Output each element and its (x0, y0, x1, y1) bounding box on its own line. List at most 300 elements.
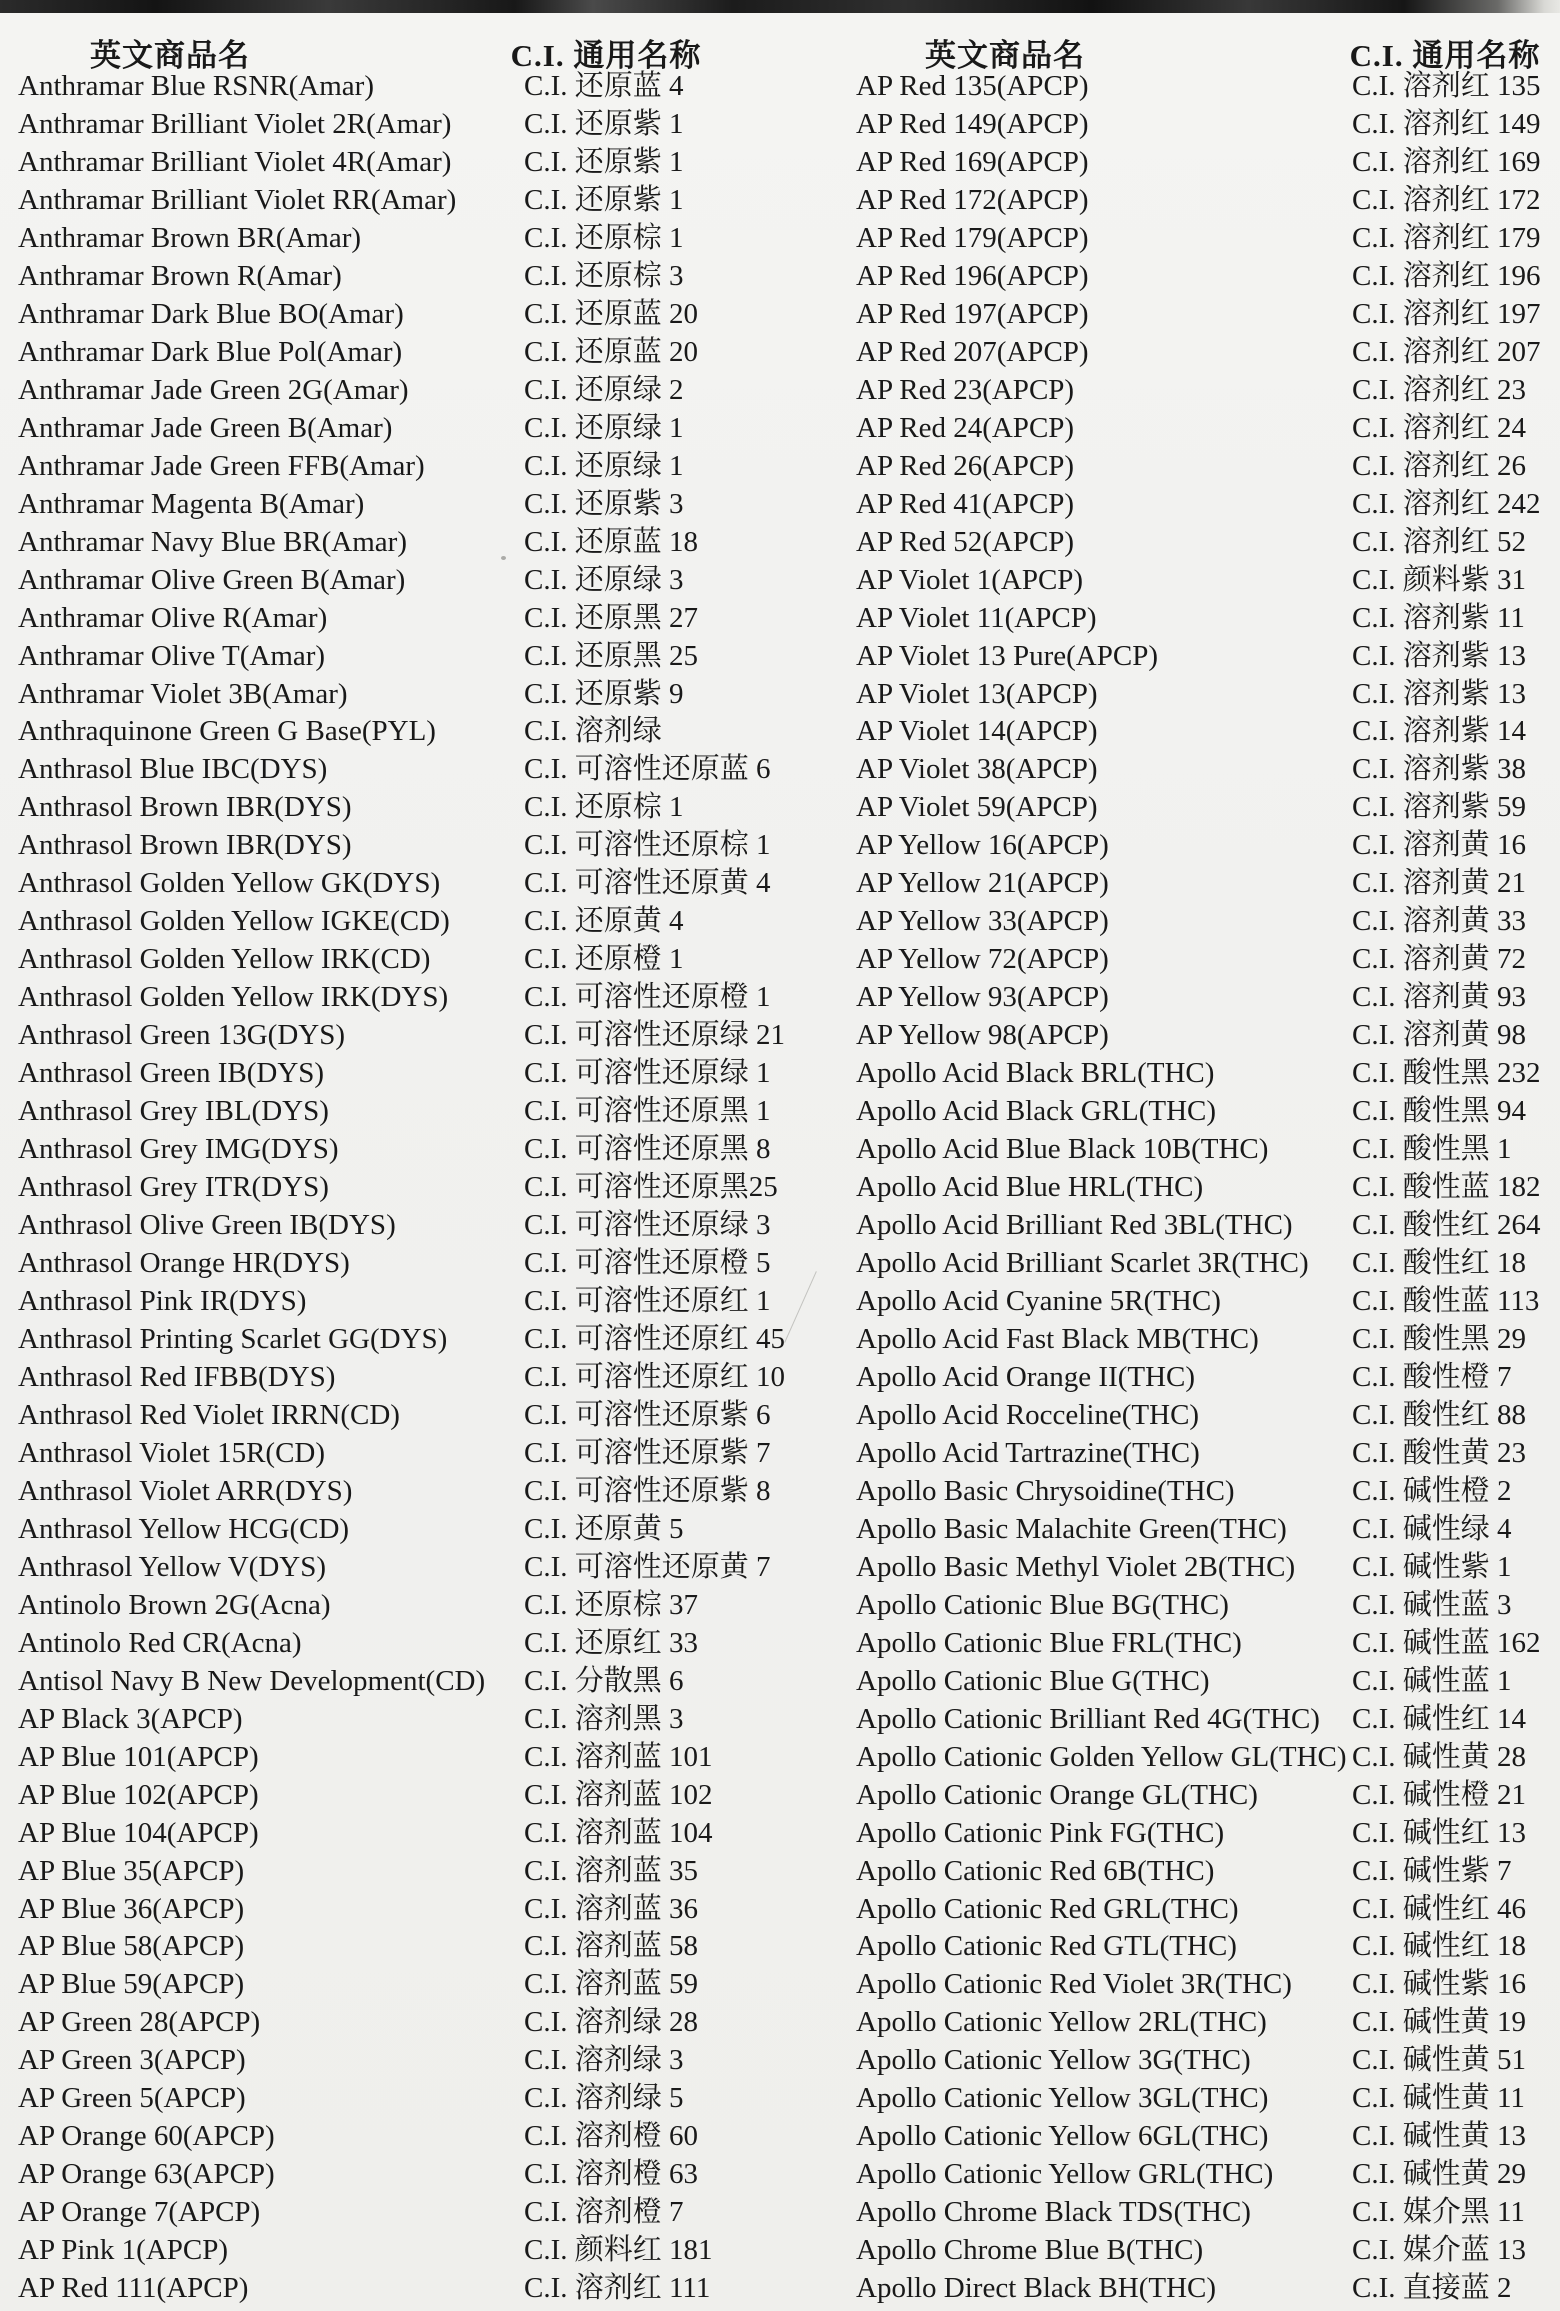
product-name-cell: Apollo Cationic Red GTL(THC) (856, 1930, 1237, 1963)
product-name-cell: Anthrasol Grey IMG(DYS) (18, 1133, 339, 1166)
product-name-cell: AP Red 23(APCP) (856, 373, 1075, 406)
header-ci-generic-name-right: C.I. 通用名称 (1349, 38, 1541, 73)
ci-generic-name-cell: C.I. 还原绿 1 (524, 411, 684, 444)
product-name-cell: Anthraquinone Green G Base(PYL) (18, 715, 436, 748)
product-name-cell: AP Green 3(APCP) (18, 2044, 246, 2077)
product-name-cell: AP Red 207(APCP) (856, 335, 1089, 368)
ci-generic-name-cell: C.I. 酸性黑 232 (1352, 1057, 1541, 1090)
table-row (0, 827, 1560, 865)
table-row (0, 1625, 1560, 1663)
table-row (0, 1017, 1560, 1055)
table-row (0, 1283, 1560, 1321)
ci-generic-name-cell: C.I. 可溶性还原紫 7 (524, 1436, 771, 1469)
product-name-cell: Anthrasol Green 13G(DYS) (18, 1019, 345, 1052)
table-row (0, 2004, 1560, 2042)
product-name-cell: Anthrasol Yellow V(DYS) (18, 1550, 327, 1583)
header-english-trade-name-right: 英文商品名 (925, 38, 1085, 73)
table-row (0, 751, 1560, 789)
ci-generic-name-cell: C.I. 可溶性还原橙 5 (524, 1247, 771, 1280)
product-name-cell: Anthrasol Golden Yellow IRK(DYS) (18, 981, 449, 1014)
header-ci-generic-name-left: C.I. 通用名称 (510, 38, 702, 73)
table-row (0, 1169, 1560, 1207)
ci-generic-name-cell: C.I. 酸性红 18 (1352, 1247, 1527, 1280)
product-name-cell: AP Red 24(APCP) (856, 411, 1075, 444)
ci-generic-name-cell: C.I. 可溶性还原紫 6 (524, 1398, 771, 1431)
product-name-cell: Anthramar Brilliant Violet 4R(Amar) (18, 145, 452, 178)
product-name-cell: AP Violet 38(APCP) (856, 753, 1098, 786)
table-row (0, 1131, 1560, 1169)
ci-generic-name-cell: C.I. 碱性红 18 (1352, 1930, 1527, 1963)
product-name-cell: Anthrasol Red IFBB(DYS) (18, 1360, 336, 1393)
product-name-cell: AP Orange 60(APCP) (18, 2120, 275, 2153)
table-row (0, 865, 1560, 903)
table-row (0, 2042, 1560, 2080)
product-name-cell: AP Yellow 72(APCP) (856, 943, 1109, 976)
ci-generic-name-cell: C.I. 分散黑 6 (524, 1664, 684, 1697)
ci-generic-name-cell: C.I. 溶剂紫 14 (1352, 715, 1527, 748)
product-name-cell: Apollo Chrome Black TDS(THC) (856, 2196, 1251, 2229)
ci-generic-name-cell: C.I. 溶剂红 197 (1352, 297, 1541, 330)
ci-generic-name-cell: C.I. 还原棕 1 (524, 221, 684, 254)
table-row (0, 1435, 1560, 1473)
product-name-cell: Apollo Acid Blue HRL(THC) (856, 1171, 1204, 1204)
ci-generic-name-cell: C.I. 溶剂蓝 104 (524, 1816, 713, 1849)
ci-generic-name-cell: C.I. 可溶性还原黑 8 (524, 1133, 771, 1166)
table-row (0, 1891, 1560, 1929)
product-name-cell: Apollo Acid Blue Black 10B(THC) (856, 1133, 1269, 1166)
table-row (0, 220, 1560, 258)
ci-generic-name-cell: C.I. 碱性紫 7 (1352, 1854, 1512, 1887)
product-name-cell: AP Blue 101(APCP) (18, 1740, 259, 1773)
product-name-cell: Anthramar Olive T(Amar) (18, 639, 326, 672)
ci-generic-name-cell: C.I. 溶剂紫 11 (1352, 601, 1525, 634)
ci-generic-name-cell: C.I. 还原黄 5 (524, 1512, 684, 1545)
product-name-cell: Anthramar Blue RSNR(Amar) (18, 70, 374, 102)
product-name-cell: Apollo Cationic Red Violet 3R(THC) (856, 1968, 1292, 2001)
table-row (0, 2156, 1560, 2194)
ci-generic-name-cell: C.I. 还原绿 3 (524, 563, 684, 596)
table-row (0, 1549, 1560, 1587)
table-row (0, 676, 1560, 714)
product-name-cell: AP Green 5(APCP) (18, 2082, 246, 2115)
product-name-cell: Apollo Acid Black GRL(THC) (856, 1095, 1217, 1128)
ci-generic-name-cell: C.I. 还原黑 25 (524, 639, 699, 672)
ci-generic-name-cell: C.I. 溶剂红 135 (1352, 70, 1541, 102)
product-name-cell: Apollo Acid Orange II(THC) (856, 1360, 1196, 1393)
header-english-trade-name-left: 英文商品名 (90, 38, 250, 73)
product-name-cell: AP Red 179(APCP) (856, 221, 1089, 254)
ci-generic-name-cell: C.I. 还原橙 1 (524, 943, 684, 976)
product-name-cell: Apollo Cationic Yellow 3GL(THC) (856, 2082, 1269, 2115)
table-row (0, 2194, 1560, 2232)
product-name-cell: AP Orange 7(APCP) (18, 2196, 261, 2229)
ci-generic-name-cell: C.I. 酸性黑 29 (1352, 1322, 1527, 1355)
ci-generic-name-cell: C.I. 还原绿 1 (524, 449, 684, 482)
product-name-cell: Antinolo Brown 2G(Acna) (18, 1588, 331, 1621)
ci-generic-name-cell: C.I. 碱性黄 11 (1352, 2082, 1525, 2115)
table-row (0, 1739, 1560, 1777)
ci-generic-name-cell: C.I. 酸性黑 1 (1352, 1133, 1512, 1166)
ci-generic-name-cell: C.I. 碱性蓝 162 (1352, 1626, 1541, 1659)
table-row (0, 2270, 1560, 2308)
product-name-cell: AP Violet 13 Pure(APCP) (856, 639, 1158, 672)
ci-generic-name-cell: C.I. 还原蓝 4 (524, 70, 684, 102)
table-row (0, 2118, 1560, 2156)
product-name-cell: Apollo Acid Fast Black MB(THC) (856, 1322, 1259, 1355)
table-row (0, 1207, 1560, 1245)
ci-generic-name-cell: C.I. 酸性黄 23 (1352, 1436, 1527, 1469)
product-name-cell: Anthramar Brilliant Violet RR(Amar) (18, 183, 457, 216)
product-name-cell: Apollo Cationic Yellow 2RL(THC) (856, 2006, 1267, 2039)
product-name-cell: Anthrasol Yellow HCG(CD) (18, 1512, 350, 1545)
ci-generic-name-cell: C.I. 溶剂红 149 (1352, 107, 1541, 140)
product-name-cell: Anthrasol Brown IBR(DYS) (18, 791, 352, 824)
ci-generic-name-cell: C.I. 溶剂蓝 59 (524, 1968, 699, 2001)
table-row (0, 524, 1560, 562)
ci-generic-name-cell: C.I. 可溶性还原绿 21 (524, 1019, 786, 1052)
ci-generic-name-cell: C.I. 可溶性还原红 1 (524, 1285, 771, 1317)
product-name-cell: AP Green 28(APCP) (18, 2006, 261, 2039)
ci-generic-name-cell: C.I. 碱性橙 2 (1352, 1474, 1512, 1507)
ci-generic-name-cell: C.I. 碱性橙 21 (1352, 1778, 1527, 1811)
product-name-cell: Apollo Cationic Blue FRL(THC) (856, 1626, 1242, 1659)
product-name-cell: AP Yellow 98(APCP) (856, 1019, 1109, 1052)
product-name-cell: AP Red 169(APCP) (856, 145, 1089, 178)
product-name-cell: Anthramar Dark Blue BO(Amar) (18, 297, 404, 330)
product-name-cell: Apollo Acid Cyanine 5R(THC) (856, 1285, 1221, 1317)
table-row (0, 448, 1560, 486)
product-name-cell: AP Red 111(APCP) (18, 2272, 249, 2305)
ci-generic-name-cell: C.I. 还原棕 1 (524, 791, 684, 824)
table-row (0, 68, 1560, 106)
product-name-cell: Apollo Basic Chrysoidine(THC) (856, 1474, 1235, 1507)
table-row (0, 1701, 1560, 1739)
product-name-cell: Anthrasol Violet 15R(CD) (18, 1436, 326, 1469)
product-name-cell: Anthramar Navy Blue BR(Amar) (18, 525, 407, 558)
product-name-cell: AP Blue 35(APCP) (18, 1854, 245, 1887)
table-row (0, 1397, 1560, 1435)
table-row (0, 1663, 1560, 1701)
product-name-cell: Anthramar Jade Green B(Amar) (18, 411, 393, 444)
ci-generic-name-cell: C.I. 酸性黑 94 (1352, 1095, 1527, 1128)
dye-index-table-right (0, 68, 1560, 2308)
ci-generic-name-cell: C.I. 溶剂绿 3 (524, 2044, 684, 2077)
product-name-cell: Apollo Acid Rocceline(THC) (856, 1398, 1200, 1431)
product-name-cell: Anthrasol Golden Yellow GK(DYS) (18, 867, 441, 900)
product-name-cell: Apollo Cationic Red 6B(THC) (856, 1854, 1215, 1887)
ci-generic-name-cell: C.I. 还原绿 2 (524, 373, 684, 406)
ci-generic-name-cell: C.I. 还原黑 27 (524, 601, 699, 634)
ci-generic-name-cell: C.I. 可溶性还原紫 8 (524, 1474, 771, 1507)
ci-generic-name-cell: C.I. 媒介蓝 13 (1352, 2234, 1527, 2267)
ci-generic-name-cell: C.I. 溶剂红 242 (1352, 487, 1541, 520)
ci-generic-name-cell: C.I. 碱性黄 13 (1352, 2120, 1527, 2153)
ci-generic-name-cell: C.I. 还原紫 1 (524, 107, 684, 140)
ci-generic-name-cell: C.I. 碱性蓝 1 (1352, 1664, 1512, 1697)
product-name-cell: Apollo Cationic Orange GL(THC) (856, 1778, 1258, 1811)
product-name-cell: Apollo Cationic Blue G(THC) (856, 1664, 1210, 1697)
product-name-cell: AP Red 52(APCP) (856, 525, 1075, 558)
ci-generic-name-cell: C.I. 溶剂黄 21 (1352, 867, 1527, 900)
table-row (0, 1245, 1560, 1283)
ci-generic-name-cell: C.I. 还原红 33 (524, 1626, 699, 1659)
table-header-row (0, 30, 1560, 73)
ci-generic-name-cell: C.I. 可溶性还原黄 7 (524, 1550, 771, 1583)
ci-generic-name-cell: C.I. 溶剂紫 59 (1352, 791, 1527, 824)
product-name-cell: AP Violet 14(APCP) (856, 715, 1098, 748)
ci-generic-name-cell: C.I. 还原蓝 20 (524, 297, 699, 330)
ci-generic-name-cell: C.I. 可溶性还原蓝 6 (524, 753, 771, 786)
product-name-cell: AP Red 26(APCP) (856, 449, 1075, 482)
product-name-cell: AP Blue 36(APCP) (18, 1892, 245, 1925)
ci-generic-name-cell: C.I. 溶剂紫 38 (1352, 753, 1527, 786)
table-row (0, 1321, 1560, 1359)
table-row (0, 486, 1560, 524)
product-name-cell: AP Red 197(APCP) (856, 297, 1089, 330)
ci-generic-name-cell: C.I. 还原黄 4 (524, 905, 684, 938)
table-row (0, 334, 1560, 372)
ci-generic-name-cell: C.I. 溶剂绿 (524, 715, 662, 748)
product-name-cell: Anthramar Magenta B(Amar) (18, 487, 365, 520)
table-row (0, 1473, 1560, 1511)
ci-generic-name-cell: C.I. 溶剂红 24 (1352, 411, 1527, 444)
ci-generic-name-cell: C.I. 溶剂橙 7 (524, 2196, 684, 2229)
ci-generic-name-cell: C.I. 还原紫 3 (524, 487, 684, 520)
ci-generic-name-cell: C.I. 溶剂蓝 102 (524, 1778, 713, 1811)
ci-generic-name-cell: C.I. 碱性蓝 3 (1352, 1588, 1512, 1621)
product-name-cell: Apollo Cationic Yellow 3G(THC) (856, 2044, 1251, 2077)
product-name-cell: AP Yellow 16(APCP) (856, 829, 1109, 862)
ci-generic-name-cell: C.I. 还原紫 1 (524, 145, 684, 178)
product-name-cell: Apollo Cationic Pink FG(THC) (856, 1816, 1225, 1849)
product-name-cell: Anthramar Jade Green FFB(Amar) (18, 449, 425, 482)
product-name-cell: Apollo Acid Black BRL(THC) (856, 1057, 1215, 1090)
product-name-cell: Anthrasol Printing Scarlet GG(DYS) (18, 1322, 448, 1355)
table-row (0, 789, 1560, 827)
ci-generic-name-cell: C.I. 可溶性还原黑25 (524, 1171, 778, 1204)
product-name-cell: Apollo Acid Brilliant Red 3BL(THC) (856, 1209, 1293, 1242)
ci-generic-name-cell: C.I. 溶剂紫 13 (1352, 639, 1527, 672)
ci-generic-name-cell: C.I. 溶剂蓝 36 (524, 1892, 699, 1925)
product-name-cell: Apollo Cationic Yellow 6GL(THC) (856, 2120, 1269, 2153)
product-name-cell: AP Violet 11(APCP) (856, 601, 1097, 634)
ci-generic-name-cell: C.I. 碱性黄 28 (1352, 1740, 1527, 1773)
ci-generic-name-cell: C.I. 还原棕 37 (524, 1588, 699, 1621)
table-row (0, 638, 1560, 676)
ci-generic-name-cell: C.I. 溶剂橙 63 (524, 2158, 699, 2191)
ci-generic-name-cell: C.I. 可溶性还原红 45 (524, 1322, 786, 1355)
ci-generic-name-cell: C.I. 碱性红 13 (1352, 1816, 1527, 1849)
ci-generic-name-cell: C.I. 碱性黄 51 (1352, 2044, 1527, 2077)
table-row (0, 144, 1560, 182)
ci-generic-name-cell: C.I. 还原紫 9 (524, 677, 684, 710)
ci-generic-name-cell: C.I. 溶剂紫 13 (1352, 677, 1527, 710)
product-name-cell: Anthrasol Grey IBL(DYS) (18, 1095, 329, 1128)
table-row (0, 2232, 1560, 2270)
ci-generic-name-cell: C.I. 溶剂黄 33 (1352, 905, 1527, 938)
product-name-cell: AP Yellow 93(APCP) (856, 981, 1109, 1014)
ci-generic-name-cell: C.I. 颜料紫 31 (1352, 563, 1527, 596)
table-row (0, 372, 1560, 410)
table-row (0, 182, 1560, 220)
product-name-cell: Apollo Acid Brilliant Scarlet 3R(THC) (856, 1247, 1309, 1280)
ci-generic-name-cell: C.I. 溶剂黄 93 (1352, 981, 1527, 1014)
product-name-cell: Anthrasol Olive Green IB(DYS) (18, 1209, 396, 1242)
product-name-cell: Apollo Basic Malachite Green(THC) (856, 1512, 1287, 1545)
ci-generic-name-cell: C.I. 碱性紫 16 (1352, 1968, 1527, 2001)
table-row (0, 903, 1560, 941)
ci-generic-name-cell: C.I. 可溶性还原黑 1 (524, 1095, 771, 1128)
ci-generic-name-cell: C.I. 还原蓝 20 (524, 335, 699, 368)
scan-edge-artifact (0, 0, 1560, 13)
product-name-cell: Anthrasol Pink IR(DYS) (18, 1285, 307, 1317)
product-name-cell: Anthrasol Violet ARR(DYS) (18, 1474, 353, 1507)
product-name-cell: Anthramar Brown R(Amar) (18, 259, 342, 292)
ci-generic-name-cell: C.I. 碱性红 46 (1352, 1892, 1527, 1925)
table-row (0, 1928, 1560, 1966)
product-name-cell: Anthrasol Blue IBC(DYS) (18, 753, 328, 786)
ci-generic-name-cell: C.I. 溶剂绿 28 (524, 2006, 699, 2039)
table-row (0, 1511, 1560, 1549)
table-row (0, 979, 1560, 1017)
table-row (0, 1815, 1560, 1853)
product-name-cell: Anthramar Olive R(Amar) (18, 601, 328, 634)
table-row (0, 258, 1560, 296)
ci-generic-name-cell: C.I. 溶剂红 169 (1352, 145, 1541, 178)
product-name-cell: Antinolo Red CR(Acna) (18, 1626, 302, 1659)
product-name-cell: AP Pink 1(APCP) (18, 2234, 229, 2267)
ci-generic-name-cell: C.I. 溶剂绿 5 (524, 2082, 684, 2115)
product-name-cell: AP Blue 102(APCP) (18, 1778, 259, 1811)
product-name-cell: AP Yellow 21(APCP) (856, 867, 1109, 900)
product-name-cell: AP Red 196(APCP) (856, 259, 1089, 292)
product-name-cell: Anthrasol Red Violet IRRN(CD) (18, 1398, 400, 1431)
product-name-cell: AP Blue 59(APCP) (18, 1968, 245, 2001)
ci-generic-name-cell: C.I. 溶剂红 179 (1352, 221, 1541, 254)
table-row (0, 941, 1560, 979)
ci-generic-name-cell: C.I. 颜料红 181 (524, 2234, 713, 2267)
product-name-cell: Anthrasol Golden Yellow IRK(CD) (18, 943, 431, 976)
ci-generic-name-cell: C.I. 酸性红 264 (1352, 1209, 1541, 1242)
table-row (0, 296, 1560, 334)
product-name-cell: AP Red 172(APCP) (856, 183, 1089, 216)
table-row (0, 562, 1560, 600)
ci-generic-name-cell: C.I. 还原紫 1 (524, 183, 684, 216)
ci-generic-name-cell: C.I. 溶剂黄 72 (1352, 943, 1527, 976)
ci-generic-name-cell: C.I. 溶剂黄 98 (1352, 1019, 1527, 1052)
product-name-cell: AP Yellow 33(APCP) (856, 905, 1109, 938)
table-row (0, 600, 1560, 638)
ci-generic-name-cell: C.I. 还原棕 3 (524, 259, 684, 292)
scan-speck-artifact (501, 556, 506, 560)
product-name-cell: AP Black 3(APCP) (18, 1702, 243, 1735)
product-name-cell: Anthramar Dark Blue Pol(Amar) (18, 335, 403, 368)
ci-generic-name-cell: C.I. 可溶性还原棕 1 (524, 829, 771, 862)
product-name-cell: AP Blue 104(APCP) (18, 1816, 259, 1849)
ci-generic-name-cell: C.I. 碱性红 14 (1352, 1702, 1527, 1735)
ci-generic-name-cell: C.I. 溶剂蓝 35 (524, 1854, 699, 1887)
table-row (0, 1777, 1560, 1815)
ci-generic-name-cell: C.I. 可溶性还原绿 1 (524, 1057, 771, 1090)
table-row (0, 1587, 1560, 1625)
product-name-cell: Anthrasol Orange HR(DYS) (18, 1247, 350, 1280)
product-name-cell: AP Violet 1(APCP) (856, 563, 1084, 596)
table-row (0, 1359, 1560, 1397)
product-name-cell: AP Violet 59(APCP) (856, 791, 1098, 824)
product-name-cell: AP Red 135(APCP) (856, 70, 1089, 102)
ci-generic-name-cell: C.I. 酸性蓝 182 (1352, 1171, 1541, 1204)
ci-generic-name-cell: C.I. 媒介黑 11 (1352, 2196, 1525, 2229)
product-name-cell: Apollo Acid Tartrazine(THC) (856, 1436, 1200, 1469)
product-name-cell: Anthramar Brilliant Violet 2R(Amar) (18, 107, 452, 140)
ci-generic-name-cell: C.I. 碱性黄 29 (1352, 2158, 1527, 2191)
ci-generic-name-cell: C.I. 可溶性还原红 10 (524, 1360, 786, 1393)
product-name-cell: Apollo Cationic Blue BG(THC) (856, 1588, 1229, 1621)
ci-generic-name-cell: C.I. 溶剂红 207 (1352, 335, 1541, 368)
ci-generic-name-cell: C.I. 可溶性还原绿 3 (524, 1209, 771, 1242)
product-name-cell: AP Orange 63(APCP) (18, 2158, 275, 2191)
product-name-cell: Anthrasol Green IB(DYS) (18, 1057, 325, 1090)
table-row (0, 106, 1560, 144)
product-name-cell: Apollo Cationic Yellow GRL(THC) (856, 2158, 1274, 2191)
ci-generic-name-cell: C.I. 酸性橙 7 (1352, 1360, 1512, 1393)
product-name-cell: Apollo Chrome Blue B(THC) (856, 2234, 1204, 2267)
product-name-cell: Antisol Navy B New Development(CD) (18, 1664, 486, 1697)
product-name-cell: Anthrasol Golden Yellow IGKE(CD) (18, 905, 450, 938)
ci-generic-name-cell: C.I. 碱性黄 19 (1352, 2006, 1527, 2039)
ci-generic-name-cell: C.I. 碱性紫 1 (1352, 1550, 1512, 1583)
product-name-cell: Anthrasol Brown IBR(DYS) (18, 829, 352, 862)
ci-generic-name-cell: C.I. 溶剂红 172 (1352, 183, 1541, 216)
ci-generic-name-cell: C.I. 碱性绿 4 (1352, 1512, 1512, 1545)
ci-generic-name-cell: C.I. 溶剂黑 3 (524, 1702, 684, 1735)
product-name-cell: Anthramar Violet 3B(Amar) (18, 677, 348, 710)
table-row (0, 1093, 1560, 1131)
product-name-cell: Anthramar Brown BR(Amar) (18, 221, 362, 254)
product-name-cell: AP Blue 58(APCP) (18, 1930, 245, 1963)
product-name-cell: Anthramar Jade Green 2G(Amar) (18, 373, 409, 406)
table-row (0, 2080, 1560, 2118)
product-name-cell: Anthramar Olive Green B(Amar) (18, 563, 406, 596)
ci-generic-name-cell: C.I. 酸性红 88 (1352, 1398, 1527, 1431)
ci-generic-name-cell: C.I. 溶剂红 196 (1352, 259, 1541, 292)
ci-generic-name-cell: C.I. 溶剂红 111 (524, 2272, 711, 2305)
ci-generic-name-cell: C.I. 直接蓝 2 (1352, 2272, 1512, 2305)
ci-generic-name-cell: C.I. 溶剂橙 60 (524, 2120, 699, 2153)
product-name-cell: AP Red 149(APCP) (856, 107, 1089, 140)
product-name-cell: AP Red 41(APCP) (856, 487, 1075, 520)
table-row (0, 1055, 1560, 1093)
ci-generic-name-cell: C.I. 溶剂蓝 101 (524, 1740, 713, 1773)
product-name-cell: Apollo Direct Black BH(THC) (856, 2272, 1217, 2305)
ci-generic-name-cell: C.I. 溶剂红 26 (1352, 449, 1527, 482)
product-name-cell: Anthrasol Grey ITR(DYS) (18, 1171, 329, 1204)
product-name-cell: Apollo Cationic Red GRL(THC) (856, 1892, 1239, 1925)
table-row (0, 1853, 1560, 1891)
table-row (0, 1966, 1560, 2004)
ci-generic-name-cell: C.I. 溶剂黄 16 (1352, 829, 1527, 862)
product-name-cell: Apollo Cationic Golden Yellow GL(THC) (856, 1740, 1347, 1773)
product-name-cell: Apollo Basic Methyl Violet 2B(THC) (856, 1550, 1296, 1583)
ci-generic-name-cell: C.I. 还原蓝 18 (524, 525, 699, 558)
ci-generic-name-cell: C.I. 酸性蓝 113 (1352, 1285, 1540, 1317)
ci-generic-name-cell: C.I. 溶剂红 23 (1352, 373, 1527, 406)
ci-generic-name-cell: C.I. 可溶性还原黄 4 (524, 867, 771, 900)
table-row (0, 713, 1560, 751)
product-name-cell: Apollo Cationic Brilliant Red 4G(THC) (856, 1702, 1320, 1735)
ci-generic-name-cell: C.I. 溶剂红 52 (1352, 525, 1527, 558)
ci-generic-name-cell: C.I. 可溶性还原橙 1 (524, 981, 771, 1014)
